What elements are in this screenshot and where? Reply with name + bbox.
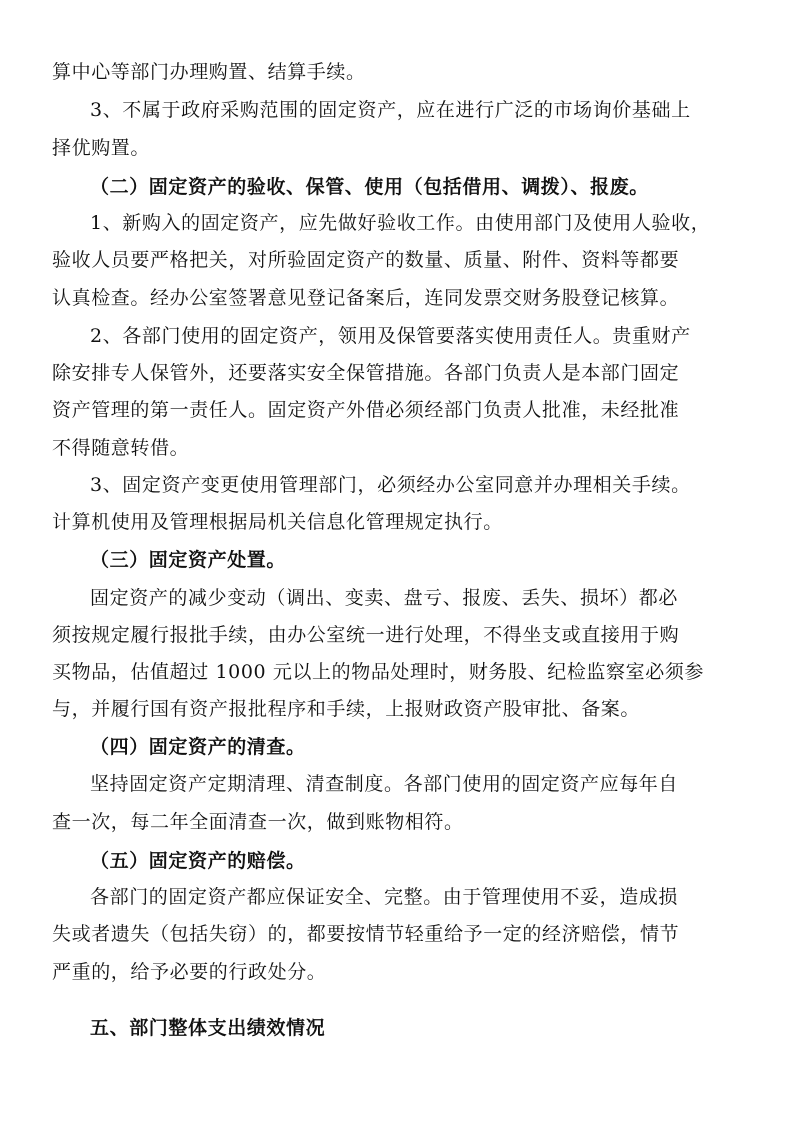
paragraph-line: 失或者遗失（包括失窃）的，都要按情节轻重给予一定的经济赔偿，情节	[52, 923, 680, 945]
paragraph-line: 计算机使用及管理根据局机关信息化管理规定执行。	[52, 511, 503, 533]
paragraph-line: 各部门的固定资产都应保证安全、完整。由于管理使用不妥，造成损	[90, 886, 679, 908]
paragraph-line: 2、各部门使用的固定资产，领用及保管要落实使用责任人。贵重财产	[90, 325, 691, 347]
section-heading: （二）固定资产的验收、保管、使用（包括借用、调拨）、报废。	[90, 176, 649, 198]
section-heading: （四）固定资产的清查。	[90, 736, 306, 758]
paragraph-line: 须按规定履行报批手续，由办公室统一进行处理，不得坐支或直接用于购	[52, 624, 680, 646]
paragraph-line: 3、不属于政府采购范围的固定资产，应在进行广泛的市场询价基础上	[90, 99, 691, 121]
paragraph-line: 3、固定资产变更使用管理部门，必须经办公室同意并办理相关手续。	[90, 474, 691, 496]
paragraph-line: 查一次，每二年全面清查一次，做到账物相符。	[52, 811, 464, 833]
paragraph-line: 资产管理的第一责任人。固定资产外借必须经部门负责人批准，未经批准	[52, 399, 680, 421]
paragraph-line: 择优购置。	[52, 137, 151, 159]
paragraph-line: 不得随意转借。	[52, 437, 190, 459]
paragraph-line: 与，并履行国有资产报批程序和手续，上报财政资产股审批、备案。	[52, 698, 641, 720]
paragraph-line: 除安排专人保管外，还要落实安全保管措施。各部门负责人是本部门固定	[52, 362, 680, 384]
paragraph-line: 验收人员要严格把关，对所验固定资产的数量、质量、附件、资料等都要	[52, 249, 680, 271]
paragraph-line: 坚持固定资产定期清理、清查制度。各部门使用的固定资产应每年自	[90, 773, 679, 795]
chapter-heading: 五、部门整体支出绩效情况	[90, 1017, 326, 1039]
section-heading: （五）固定资产的赔偿。	[90, 850, 306, 872]
paragraph-line: 买物品，估值超过 1000 元以上的物品处理时，财务股、纪检监察室必须参	[52, 661, 705, 683]
paragraph-line: 严重的，给予必要的行政处分。	[52, 961, 327, 983]
paragraph-line: 固定资产的减少变动（调出、变卖、盘亏、报废、丢失、损坏）都必	[90, 587, 679, 609]
paragraph-line: 算中心等部门办理购置、结算手续。	[52, 61, 366, 83]
paragraph-line: 1、新购入的固定资产，应先做好验收工作。由使用部门及使用人验收，	[90, 212, 711, 234]
section-heading: （三）固定资产处置。	[90, 549, 287, 571]
paragraph-line: 认真检查。经办公室签署意见登记备案后，连同发票交财务股登记核算。	[52, 287, 680, 309]
